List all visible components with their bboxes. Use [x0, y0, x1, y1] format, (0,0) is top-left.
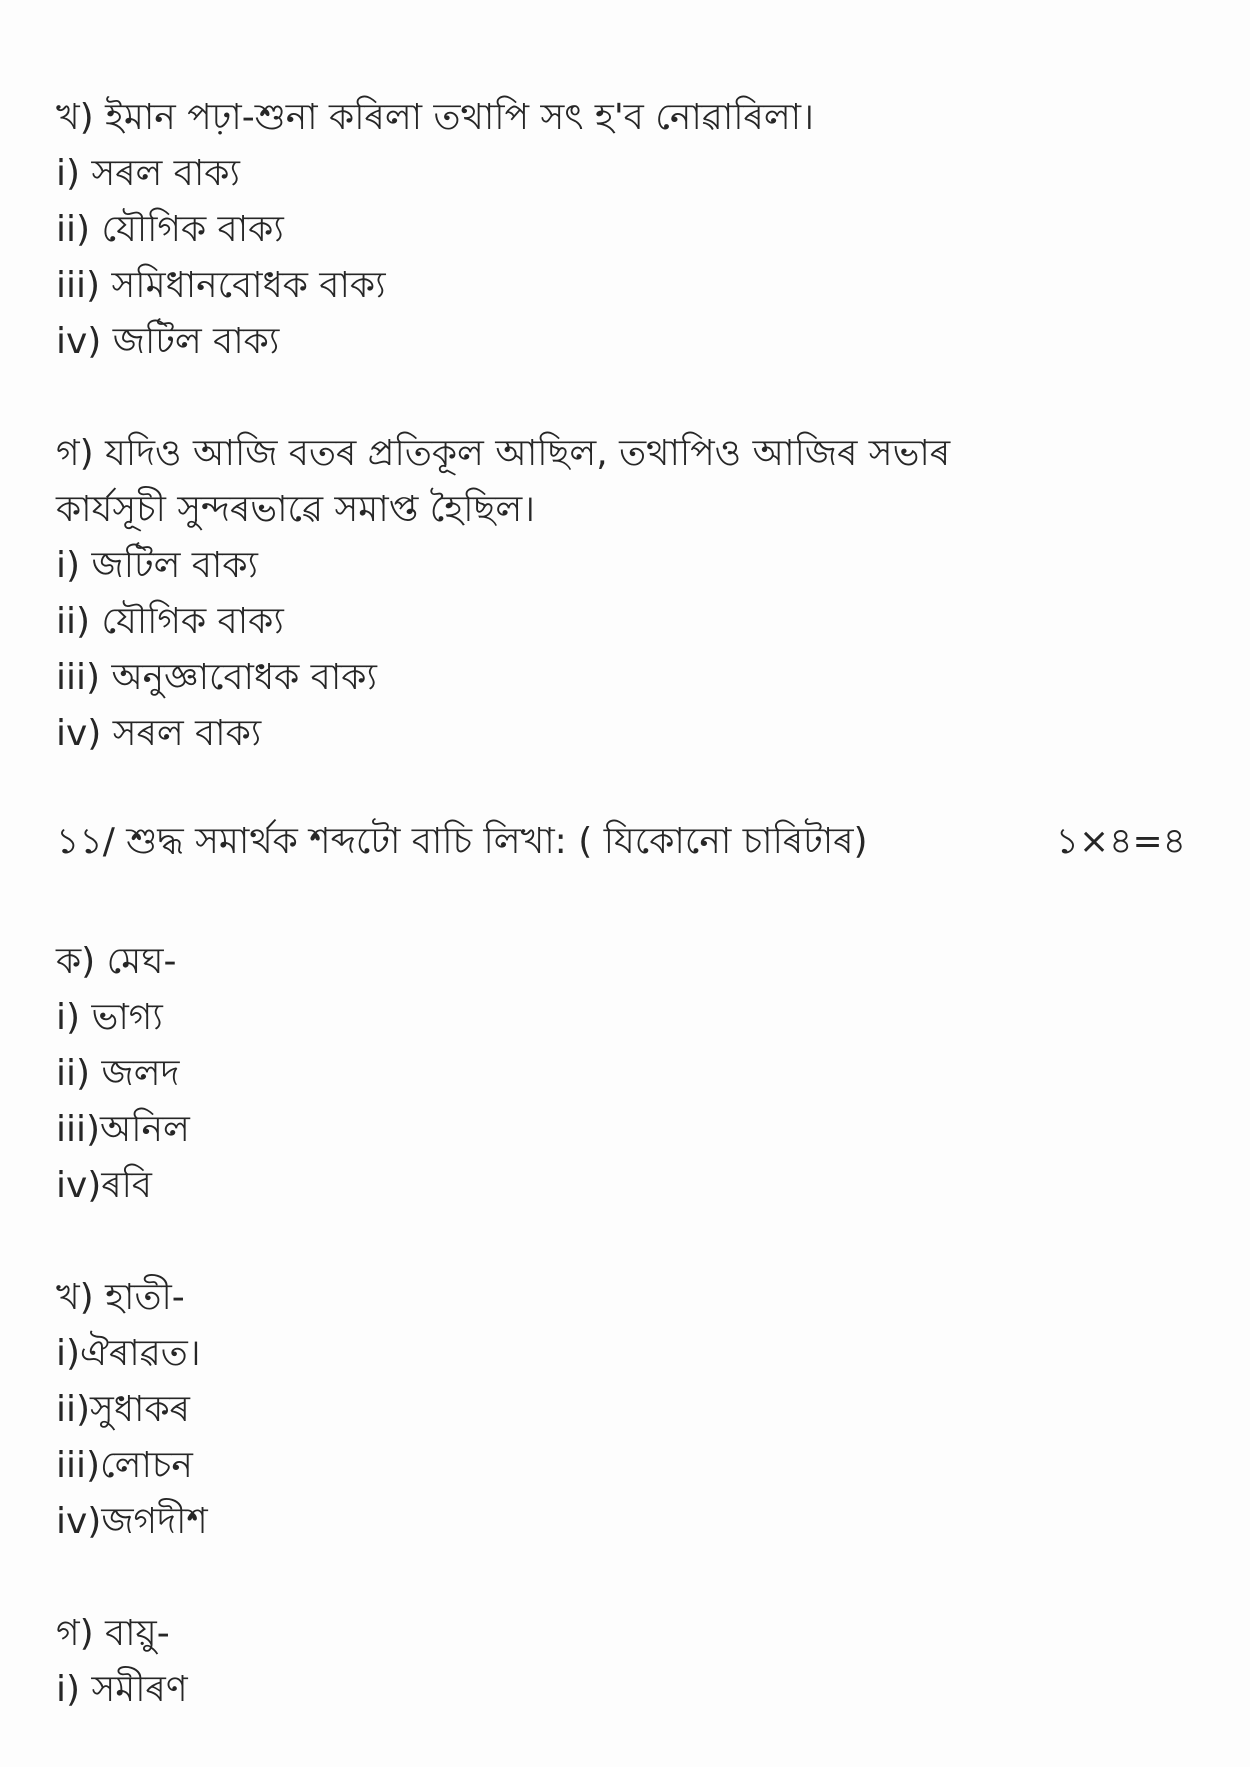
option-1: i) সৰল বাক্য: [56, 153, 240, 194]
option-4: iv) জটিল বাক্য: [56, 321, 280, 362]
option-3: iii) অনুজ্ঞাবোধক বাক্য: [56, 657, 377, 698]
option-2: ii) যৌগিক বাক্য: [56, 209, 284, 250]
option-4: iv) সৰল বাক্য: [56, 713, 262, 754]
option-1: i)ঐৰাৱত।: [56, 1333, 201, 1374]
option-1: i) সমীৰণ: [56, 1669, 188, 1710]
question-11-ga: গ) বায়ু-: [56, 1613, 170, 1654]
option-1: i) জটিল বাক্য: [56, 545, 258, 586]
option-4: iv)ৰবি: [56, 1165, 152, 1206]
question-10-ga-line2: কাৰ্যসূচী সুন্দৰভাৱে সমাপ্ত হৈছিল।: [56, 489, 536, 530]
option-3: iii)লোচন: [56, 1445, 193, 1486]
option-1: i) ভাগ্য: [56, 997, 163, 1038]
option-2: ii)সুধাকৰ: [56, 1389, 190, 1430]
question-10-ga-line1: গ) যদিও আজি বতৰ প্ৰতিকূল আছিল, তথাপিও আজিৰ সভাৰ: [56, 433, 951, 474]
question-10-kha: খ) ইমান পঢ়া-শুনা কৰিলা তথাপি সৎ হ'ব নোৱাৰিলা।: [56, 97, 814, 138]
question-11-instruction: ১১/ শুদ্ধ সমাৰ্থক শব্দটো বাচি লিখা: ( যিকোনো চাৰিটাৰ): [56, 821, 868, 862]
option-3: iii)অনিল: [56, 1109, 190, 1150]
marks-label: ১×৪=৪: [1055, 821, 1186, 862]
question-11-kha: খ) হাতী-: [56, 1277, 185, 1318]
option-2: ii) যৌগিক বাক্য: [56, 601, 284, 642]
question-11-heading: [56, 820, 1186, 864]
option-2: ii) জলদ: [56, 1053, 180, 1094]
option-3: iii) সমিধানবোধক বাক্য: [56, 265, 386, 306]
option-4: iv)জগদীশ: [56, 1501, 208, 1542]
question-11-ka: ক) মেঘ-: [56, 941, 177, 982]
